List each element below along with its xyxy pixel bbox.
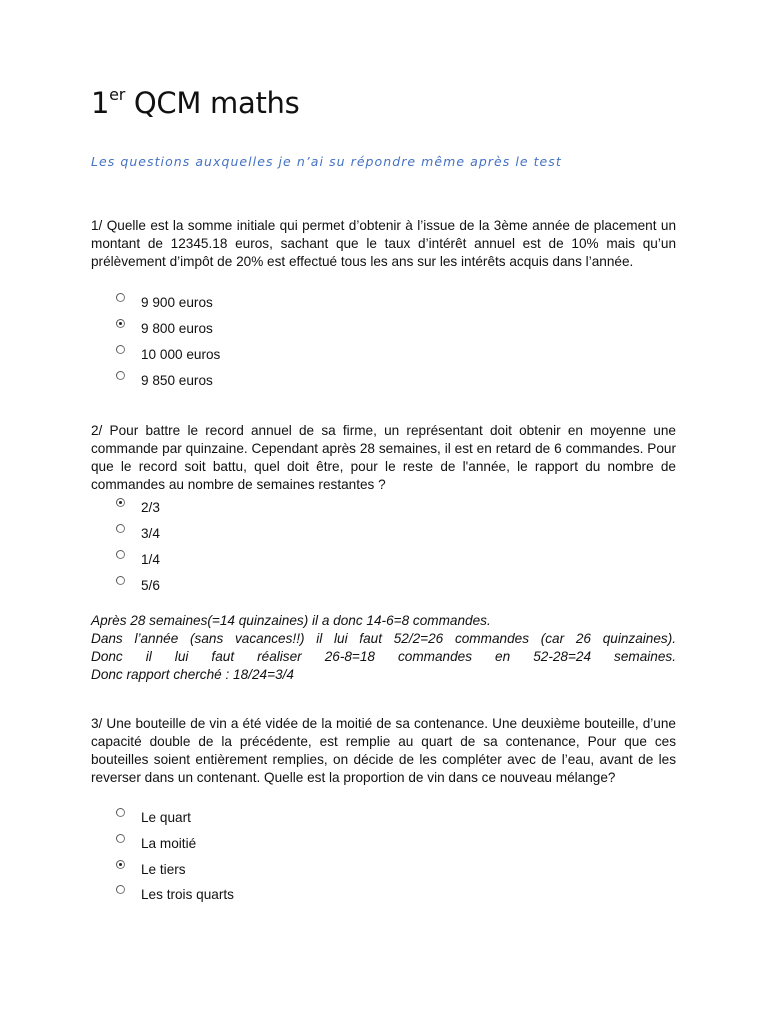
q1-option-4[interactable] xyxy=(116,371,416,393)
q2-option-3[interactable] xyxy=(116,550,416,572)
question-3-text: 3/ Une bouteille de vin a été vidée de la moitié de sa contenance. Une deuxième bouteille, d’une capacité double de la précédente, est remplie au quart de sa contenance, Pour que ces bouteilles soient entièrement remplies, on décide de les compléter avec de l’eau, avant de les reverser dans un contenant. Quelle est la proportion de vin dans ce nouveau mélange? xyxy=(91,716,676,785)
option-label: 9 800 euros xyxy=(141,321,213,336)
option-label: Les trois quarts xyxy=(141,887,234,902)
option-label: 9 900 euros xyxy=(141,295,213,310)
radio-button-selected[interactable] xyxy=(116,498,125,507)
q3-option-2[interactable] xyxy=(116,834,416,856)
radio-button[interactable] xyxy=(116,885,125,894)
option-label: 1/4 xyxy=(141,552,160,567)
radio-button[interactable] xyxy=(116,808,125,817)
option-label: 2/3 xyxy=(141,500,160,515)
option-label: Le tiers xyxy=(141,862,186,877)
q1-option-1[interactable] xyxy=(116,293,416,315)
radio-button-selected[interactable] xyxy=(116,319,125,328)
option-label: 10 000 euros xyxy=(141,347,221,362)
radio-button[interactable] xyxy=(116,576,125,585)
option-label: La moitié xyxy=(141,836,197,851)
question-2-explanation xyxy=(91,612,676,684)
q1-option-3[interactable] xyxy=(116,345,416,367)
explanation-line: Après 28 semaines(=14 quinzaines) il a donc 14-6=8 commandes. xyxy=(91,613,491,628)
q3-option-3[interactable] xyxy=(116,860,416,882)
option-label: 5/6 xyxy=(141,578,160,593)
title-superscript: er xyxy=(109,85,125,105)
q1-option-2[interactable] xyxy=(116,319,416,341)
q3-option-1[interactable] xyxy=(116,808,416,830)
explanation-line: Dans l’année (sans vacances!!) il lui faut 52/2=26 commandes (car 26 quinzaines). xyxy=(91,631,676,646)
q2-option-1[interactable] xyxy=(116,498,416,520)
question-2-text: 2/ Pour battre le record annuel de sa firme, un représentant doit obtenir en moyenne une commande par quinzaine. Cependant après 28 semaines, il est en retard de 6 commandes. Pour que le record soit battu, quel doit être, pour le reste de l'année, le rapport du nombre de commandes au nombre de semaines restantes ? xyxy=(91,423,676,492)
explanation-line: Donc rapport cherché : 18/24=3/4 xyxy=(91,667,294,682)
page-subtitle: Les questions auxquelles je n’ai su répondre même après le test xyxy=(91,154,562,169)
option-label: Le quart xyxy=(141,810,191,825)
question-1-text: 1/ Quelle est la somme initiale qui permet d’obtenir à l’issue de la 3ème année de placement un montant de 12345.18 euros, sachant que le taux d’intérêt annuel est de 10% mais qu’un prélèvement d’impôt de 20% est effectué tous les ans sur les intérêts acquis dans l’année. xyxy=(91,218,676,269)
radio-button[interactable] xyxy=(116,524,125,533)
radio-button[interactable] xyxy=(116,293,125,302)
radio-button[interactable] xyxy=(116,345,125,354)
q2-option-2[interactable] xyxy=(116,524,416,546)
radio-button[interactable] xyxy=(116,371,125,380)
page-title: 1er QCM maths xyxy=(91,85,300,120)
option-label: 9 850 euros xyxy=(141,373,213,388)
q3-option-4[interactable] xyxy=(116,885,416,907)
radio-button[interactable] xyxy=(116,550,125,559)
option-label: 3/4 xyxy=(141,526,160,541)
explanation-line: Donc il lui faut réaliser 26-8=18 commandes en 52-28=24 semaines. xyxy=(91,649,676,664)
radio-button[interactable] xyxy=(116,834,125,843)
q2-option-4[interactable] xyxy=(116,576,416,598)
radio-button-selected[interactable] xyxy=(116,860,125,869)
